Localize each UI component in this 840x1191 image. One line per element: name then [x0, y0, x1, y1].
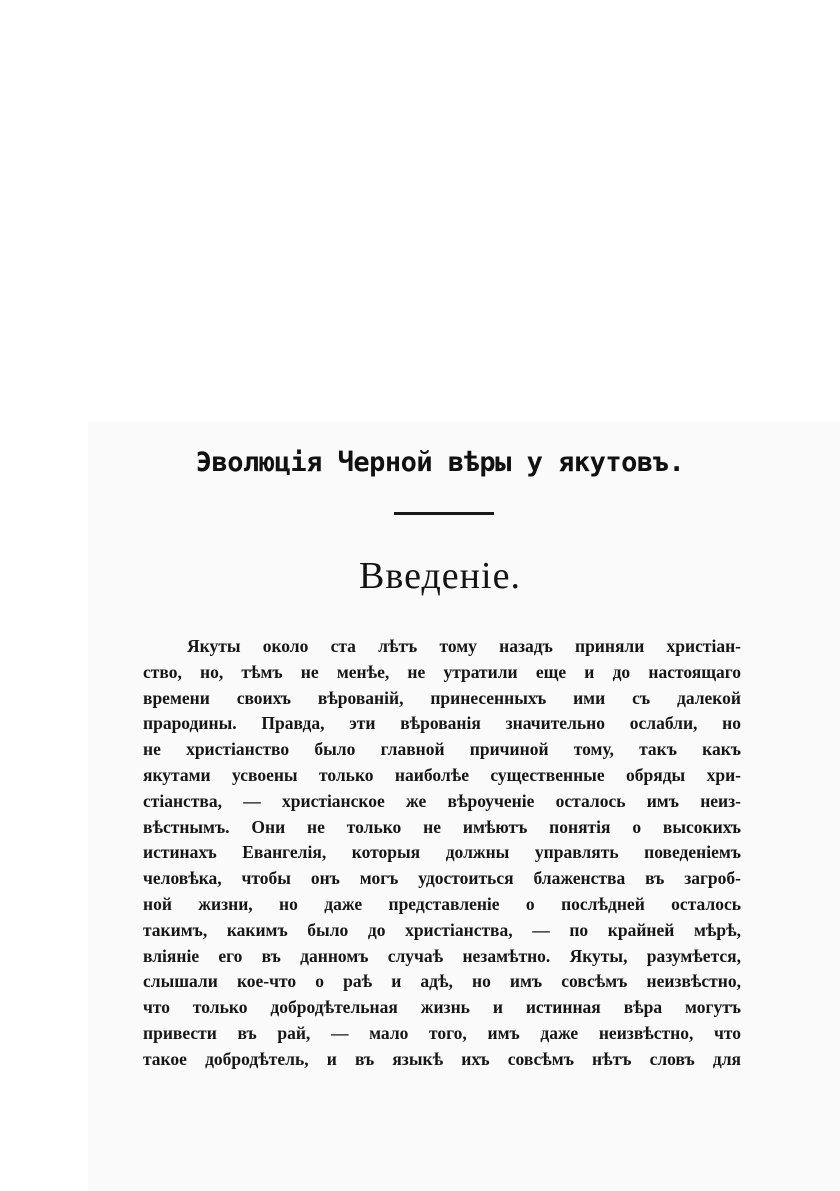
text-line: такое добродѣтель, и въ языкѣ ихъ совсѣмъ нѣтъ словъ для: [143, 1048, 741, 1069]
text-line: якутами усвоены только наиболѣе существенные обряды хри-: [143, 764, 741, 785]
title-divider: [394, 512, 494, 515]
text-line: времени своихъ вѣрованій, принесенныхъ ими съ далекой: [143, 687, 741, 708]
text-line: привести въ рай, — мало того, имъ даже неизвѣстно, что: [143, 1022, 741, 1043]
section-heading: Введеніе.: [359, 555, 521, 597]
text-line: не христіанство было главной причиной тому, такъ какъ: [143, 739, 741, 760]
text-line: ство, но, тѣмъ не менѣе, не утратили еще и до настоящаго: [143, 661, 741, 682]
text-line: вліяніе его въ данномъ случаѣ незамѣтно. Якуты, разумѣется,: [143, 945, 741, 966]
text-line: слышали кое-что о раѣ и адѣ, но имъ совсѣмъ неизвѣстно,: [143, 971, 741, 992]
text-line: вѣстнымъ. Они не только не имѣютъ понятія о высокихъ: [143, 816, 741, 837]
text-line: истинахъ Евангелія, которыя должны управлять поведеніемъ: [143, 842, 741, 863]
text-line: человѣка, чтобы онъ могъ удостоиться блаженства въ загроб-: [143, 868, 741, 889]
body-paragraph: [143, 634, 741, 1073]
text-line: такимъ, какимъ было до христіанства, — по крайней мѣрѣ,: [143, 919, 741, 940]
text-line: что только добродѣтельная жизнь и истинная вѣра могутъ: [143, 997, 741, 1018]
text-line: прародины. Правда, эти вѣрованія значительно ослабли, но: [143, 713, 741, 734]
text-line: стіанства, — христіанское же вѣроученіе осталось имъ неиз-: [143, 790, 741, 811]
page-title: Эволюція Черной вѣры у якутовъ.: [195, 447, 685, 478]
text-line: Якуты около ста лѣтъ тому назадъ приняли христіан-: [187, 636, 741, 656]
text-line: ной жизни, но даже представленіе о послѣдней осталось: [143, 893, 741, 914]
